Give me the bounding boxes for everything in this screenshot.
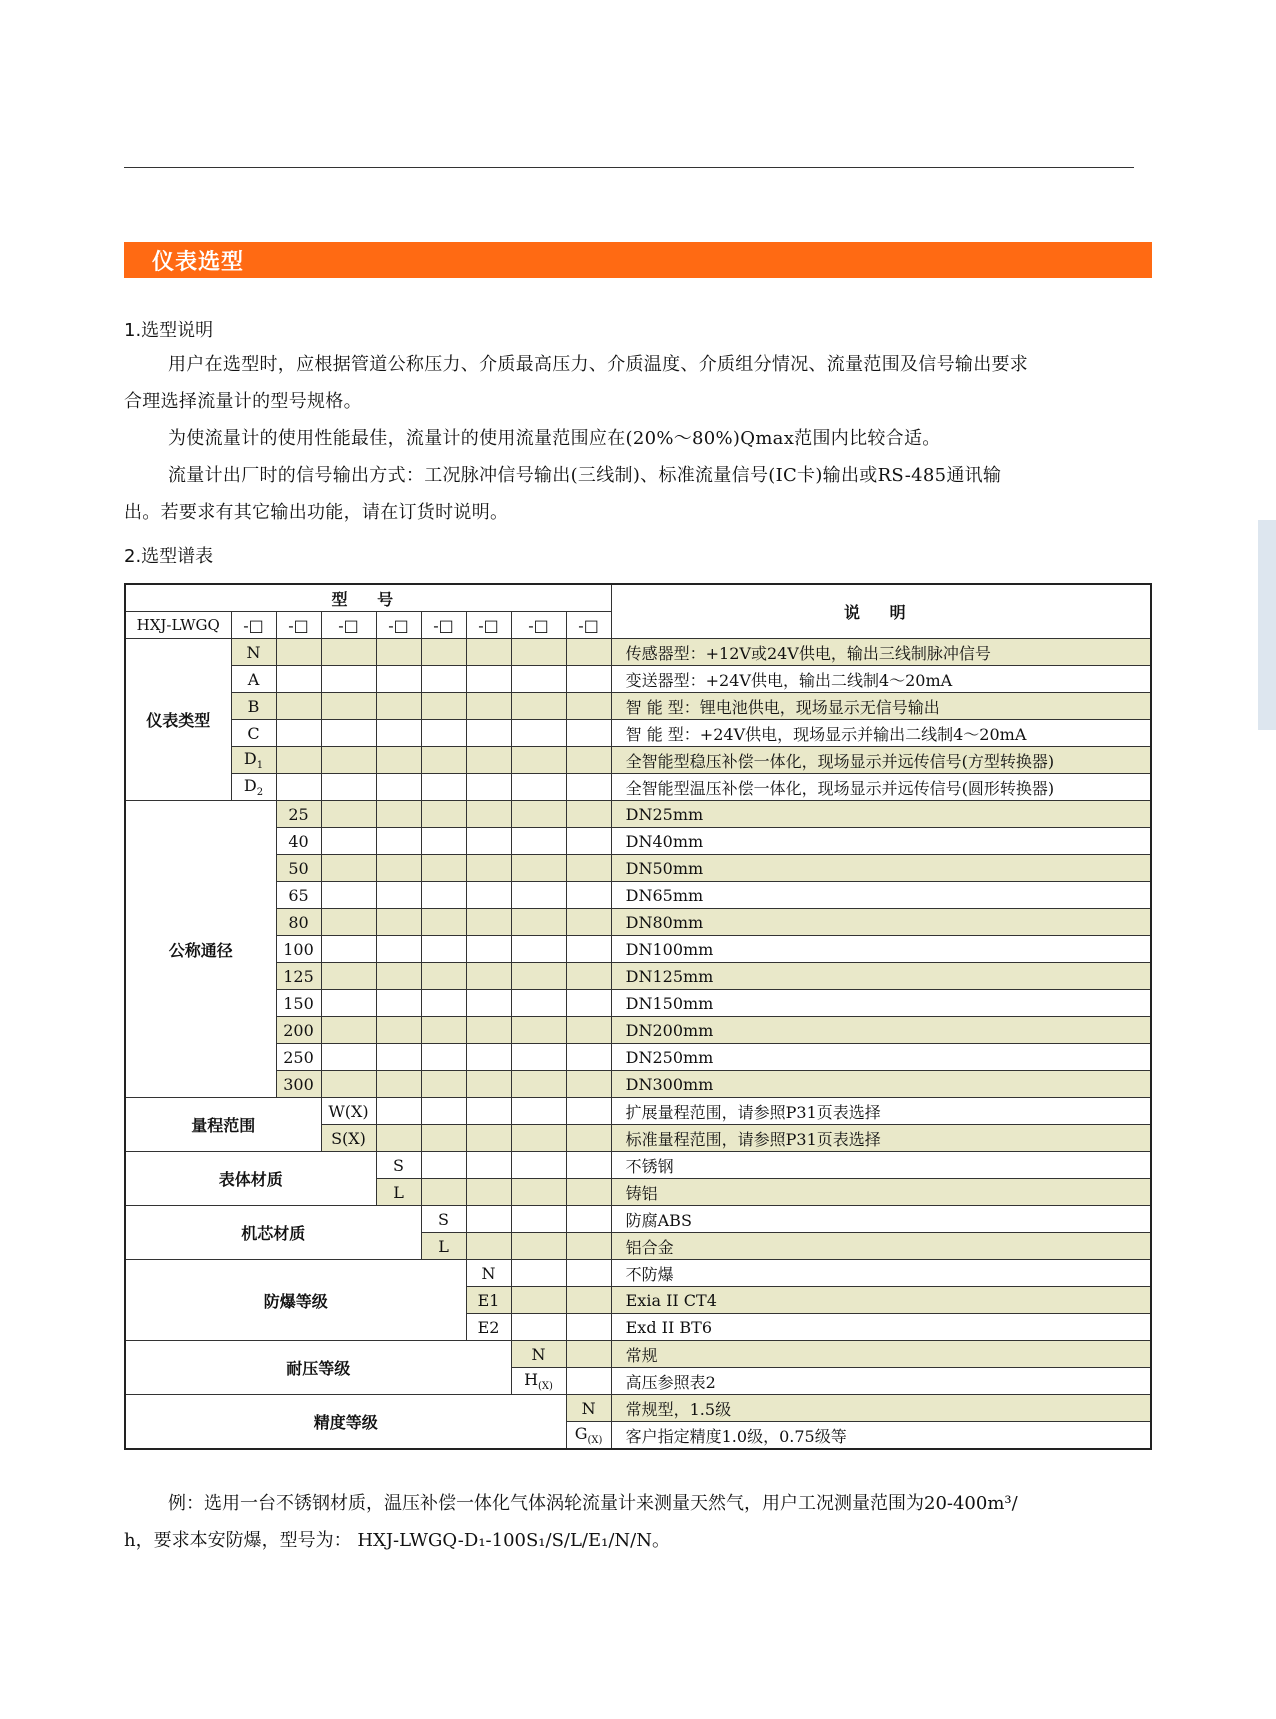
example-paragraph xyxy=(124,1485,1154,1559)
table-row xyxy=(125,1044,1151,1071)
option-desc: 铝合金 xyxy=(611,1233,1151,1260)
section-banner xyxy=(124,242,1152,278)
code-slot: -□ xyxy=(421,612,466,639)
code-slot: -□ xyxy=(511,612,566,639)
model-selection-table xyxy=(124,583,1152,1450)
table-row xyxy=(125,936,1151,963)
option-code: 80 xyxy=(276,909,321,936)
table-row xyxy=(125,1260,1151,1287)
option-code: 50 xyxy=(276,855,321,882)
category-accuracy: 精度等级 xyxy=(125,1395,566,1450)
option-code: 250 xyxy=(276,1044,321,1071)
option-desc: DN40mm xyxy=(611,828,1151,855)
table-row xyxy=(125,1017,1151,1044)
option-code: 300 xyxy=(276,1071,321,1098)
option-code: 200 xyxy=(276,1017,321,1044)
option-desc: 变送器型：+24V供电，输出二线制4～20mA xyxy=(611,666,1151,693)
table-row xyxy=(125,1071,1151,1098)
option-code: $G_{(X)}$ xyxy=(566,1422,611,1450)
option-desc: 标准量程范围，请参照P31页表选择 xyxy=(611,1125,1151,1152)
option-code: 125 xyxy=(276,963,321,990)
table-row xyxy=(125,801,1151,828)
example-line2: h，要求本安防爆，型号为： HXJ-LWGQ-D₁-100S₁/S/L/E₁/N/N。 xyxy=(124,1530,670,1551)
option-code: 65 xyxy=(276,882,321,909)
option-desc: 客户指定精度1.0级，0.75级等 xyxy=(611,1422,1151,1450)
option-desc: 不锈钢 xyxy=(611,1152,1151,1179)
table-row xyxy=(125,774,1151,801)
category-body-material: 表体材质 xyxy=(125,1152,376,1206)
code-slot: -□ xyxy=(276,612,321,639)
table-row xyxy=(125,909,1151,936)
table-row xyxy=(125,666,1151,693)
category-core-material: 机芯材质 xyxy=(125,1206,421,1260)
table-row xyxy=(125,1098,1151,1125)
option-desc: DN150mm xyxy=(611,990,1151,1017)
option-code: N xyxy=(466,1260,511,1287)
option-desc: 扩展量程范围，请参照P31页表选择 xyxy=(611,1098,1151,1125)
option-code: N xyxy=(566,1395,611,1422)
option-code: 150 xyxy=(276,990,321,1017)
table-header-row xyxy=(125,584,1151,612)
option-desc: 全智能型温压补偿一体化，现场显示并远传信号(圆形转换器) xyxy=(611,774,1151,801)
option-desc: 常规 xyxy=(611,1341,1151,1368)
option-desc: Exd II BT6 xyxy=(611,1314,1151,1341)
category-meter-type: 仪表类型 xyxy=(125,639,231,801)
intro-p3-cont: 出。若要求有其它输出功能，请在订货时说明。 xyxy=(124,502,509,523)
option-code: S(X) xyxy=(321,1125,376,1152)
option-code: E1 xyxy=(466,1287,511,1314)
heading-selection-table: 2.选型谱表 xyxy=(124,546,214,567)
category-explosion: 防爆等级 xyxy=(125,1260,466,1341)
table-row xyxy=(125,747,1151,774)
option-code: N xyxy=(511,1341,566,1368)
table-row xyxy=(125,720,1151,747)
top-rule xyxy=(124,167,1134,168)
table-row xyxy=(125,1395,1151,1422)
table-row xyxy=(125,882,1151,909)
intro-p2: 为使流量计的使用性能最佳，流量计的使用流量范围应在(20%～80%)Qmax范围内比较合适。 xyxy=(168,428,941,449)
option-code: B xyxy=(231,693,276,720)
option-code: N xyxy=(231,639,276,666)
option-desc: Exia II CT4 xyxy=(611,1287,1151,1314)
option-desc: 全智能型稳压补偿一体化，现场显示并远传信号(方型转换器) xyxy=(611,747,1151,774)
option-code: L xyxy=(376,1179,421,1206)
option-desc: 常规型，1.5级 xyxy=(611,1395,1151,1422)
intro-paragraphs xyxy=(124,346,1154,531)
code-slot: -□ xyxy=(466,612,511,639)
option-desc: DN80mm xyxy=(611,909,1151,936)
option-code: 40 xyxy=(276,828,321,855)
table-row xyxy=(125,990,1151,1017)
option-code: S xyxy=(376,1152,421,1179)
option-code: S xyxy=(421,1206,466,1233)
edge-shade xyxy=(1258,520,1276,730)
option-code: $H_{(X)}$ xyxy=(511,1368,566,1395)
option-code: 100 xyxy=(276,936,321,963)
table-row xyxy=(125,693,1151,720)
header-desc: 说 明 xyxy=(611,584,1151,639)
intro-p3: 流量计出厂时的信号输出方式：工况脉冲信号输出(三线制)、标准流量信号(IC卡)输出或RS-485通讯输 xyxy=(168,465,1002,486)
option-code: A xyxy=(231,666,276,693)
option-desc: 防腐ABS xyxy=(611,1206,1151,1233)
intro-p1-cont: 合理选择流量计的型号规格。 xyxy=(124,391,362,412)
option-desc: DN25mm xyxy=(611,801,1151,828)
code-slot: -□ xyxy=(376,612,421,639)
option-code: C xyxy=(231,720,276,747)
table-row xyxy=(125,639,1151,666)
option-code: $D_2$ xyxy=(231,774,276,801)
table-row xyxy=(125,1206,1151,1233)
header-model: 型 号 xyxy=(125,584,611,612)
option-code: E2 xyxy=(466,1314,511,1341)
option-desc: DN300mm xyxy=(611,1071,1151,1098)
option-desc: 不防爆 xyxy=(611,1260,1151,1287)
option-desc: DN125mm xyxy=(611,963,1151,990)
intro-p1: 用户在选型时，应根据管道公称压力、介质最高压力、介质温度、介质组分情况、流量范围及信号输出要求 xyxy=(168,354,1029,375)
option-code: $D_1$ xyxy=(231,747,276,774)
option-desc: DN250mm xyxy=(611,1044,1151,1071)
code-slot: -□ xyxy=(321,612,376,639)
option-desc: DN200mm xyxy=(611,1017,1151,1044)
option-desc: 高压参照表2 xyxy=(611,1368,1151,1395)
table-row xyxy=(125,963,1151,990)
option-desc: 智 能 型：锂电池供电，现场显示无信号输出 xyxy=(611,693,1151,720)
option-code: L xyxy=(421,1233,466,1260)
category-nominal-diameter: 公称通径 xyxy=(125,801,276,1098)
model-base: HXJ-LWGQ xyxy=(125,612,231,639)
option-desc: DN50mm xyxy=(611,855,1151,882)
heading-selection-notes: 1.选型说明 xyxy=(124,320,214,341)
option-desc: 传感器型：+12V或24V供电，输出三线制脉冲信号 xyxy=(611,639,1151,666)
option-desc: DN65mm xyxy=(611,882,1151,909)
option-code: 25 xyxy=(276,801,321,828)
table-row xyxy=(125,828,1151,855)
section-banner-title: 仪表选型 xyxy=(152,250,245,275)
option-desc: 铸铝 xyxy=(611,1179,1151,1206)
option-code: W(X) xyxy=(321,1098,376,1125)
table-row xyxy=(125,1341,1151,1368)
category-pressure: 耐压等级 xyxy=(125,1341,511,1395)
example-line1: 例：选用一台不锈钢材质，温压补偿一体化气体涡轮流量计来测量天然气，用户工况测量范围为20-400m³/ xyxy=(168,1493,1018,1514)
code-slot: -□ xyxy=(231,612,276,639)
table-row xyxy=(125,1152,1151,1179)
option-desc: DN100mm xyxy=(611,936,1151,963)
category-range: 量程范围 xyxy=(125,1098,321,1152)
option-desc: 智 能 型：+24V供电，现场显示并输出二线制4～20mA xyxy=(611,720,1151,747)
table-row xyxy=(125,855,1151,882)
code-slot: -□ xyxy=(566,612,611,639)
